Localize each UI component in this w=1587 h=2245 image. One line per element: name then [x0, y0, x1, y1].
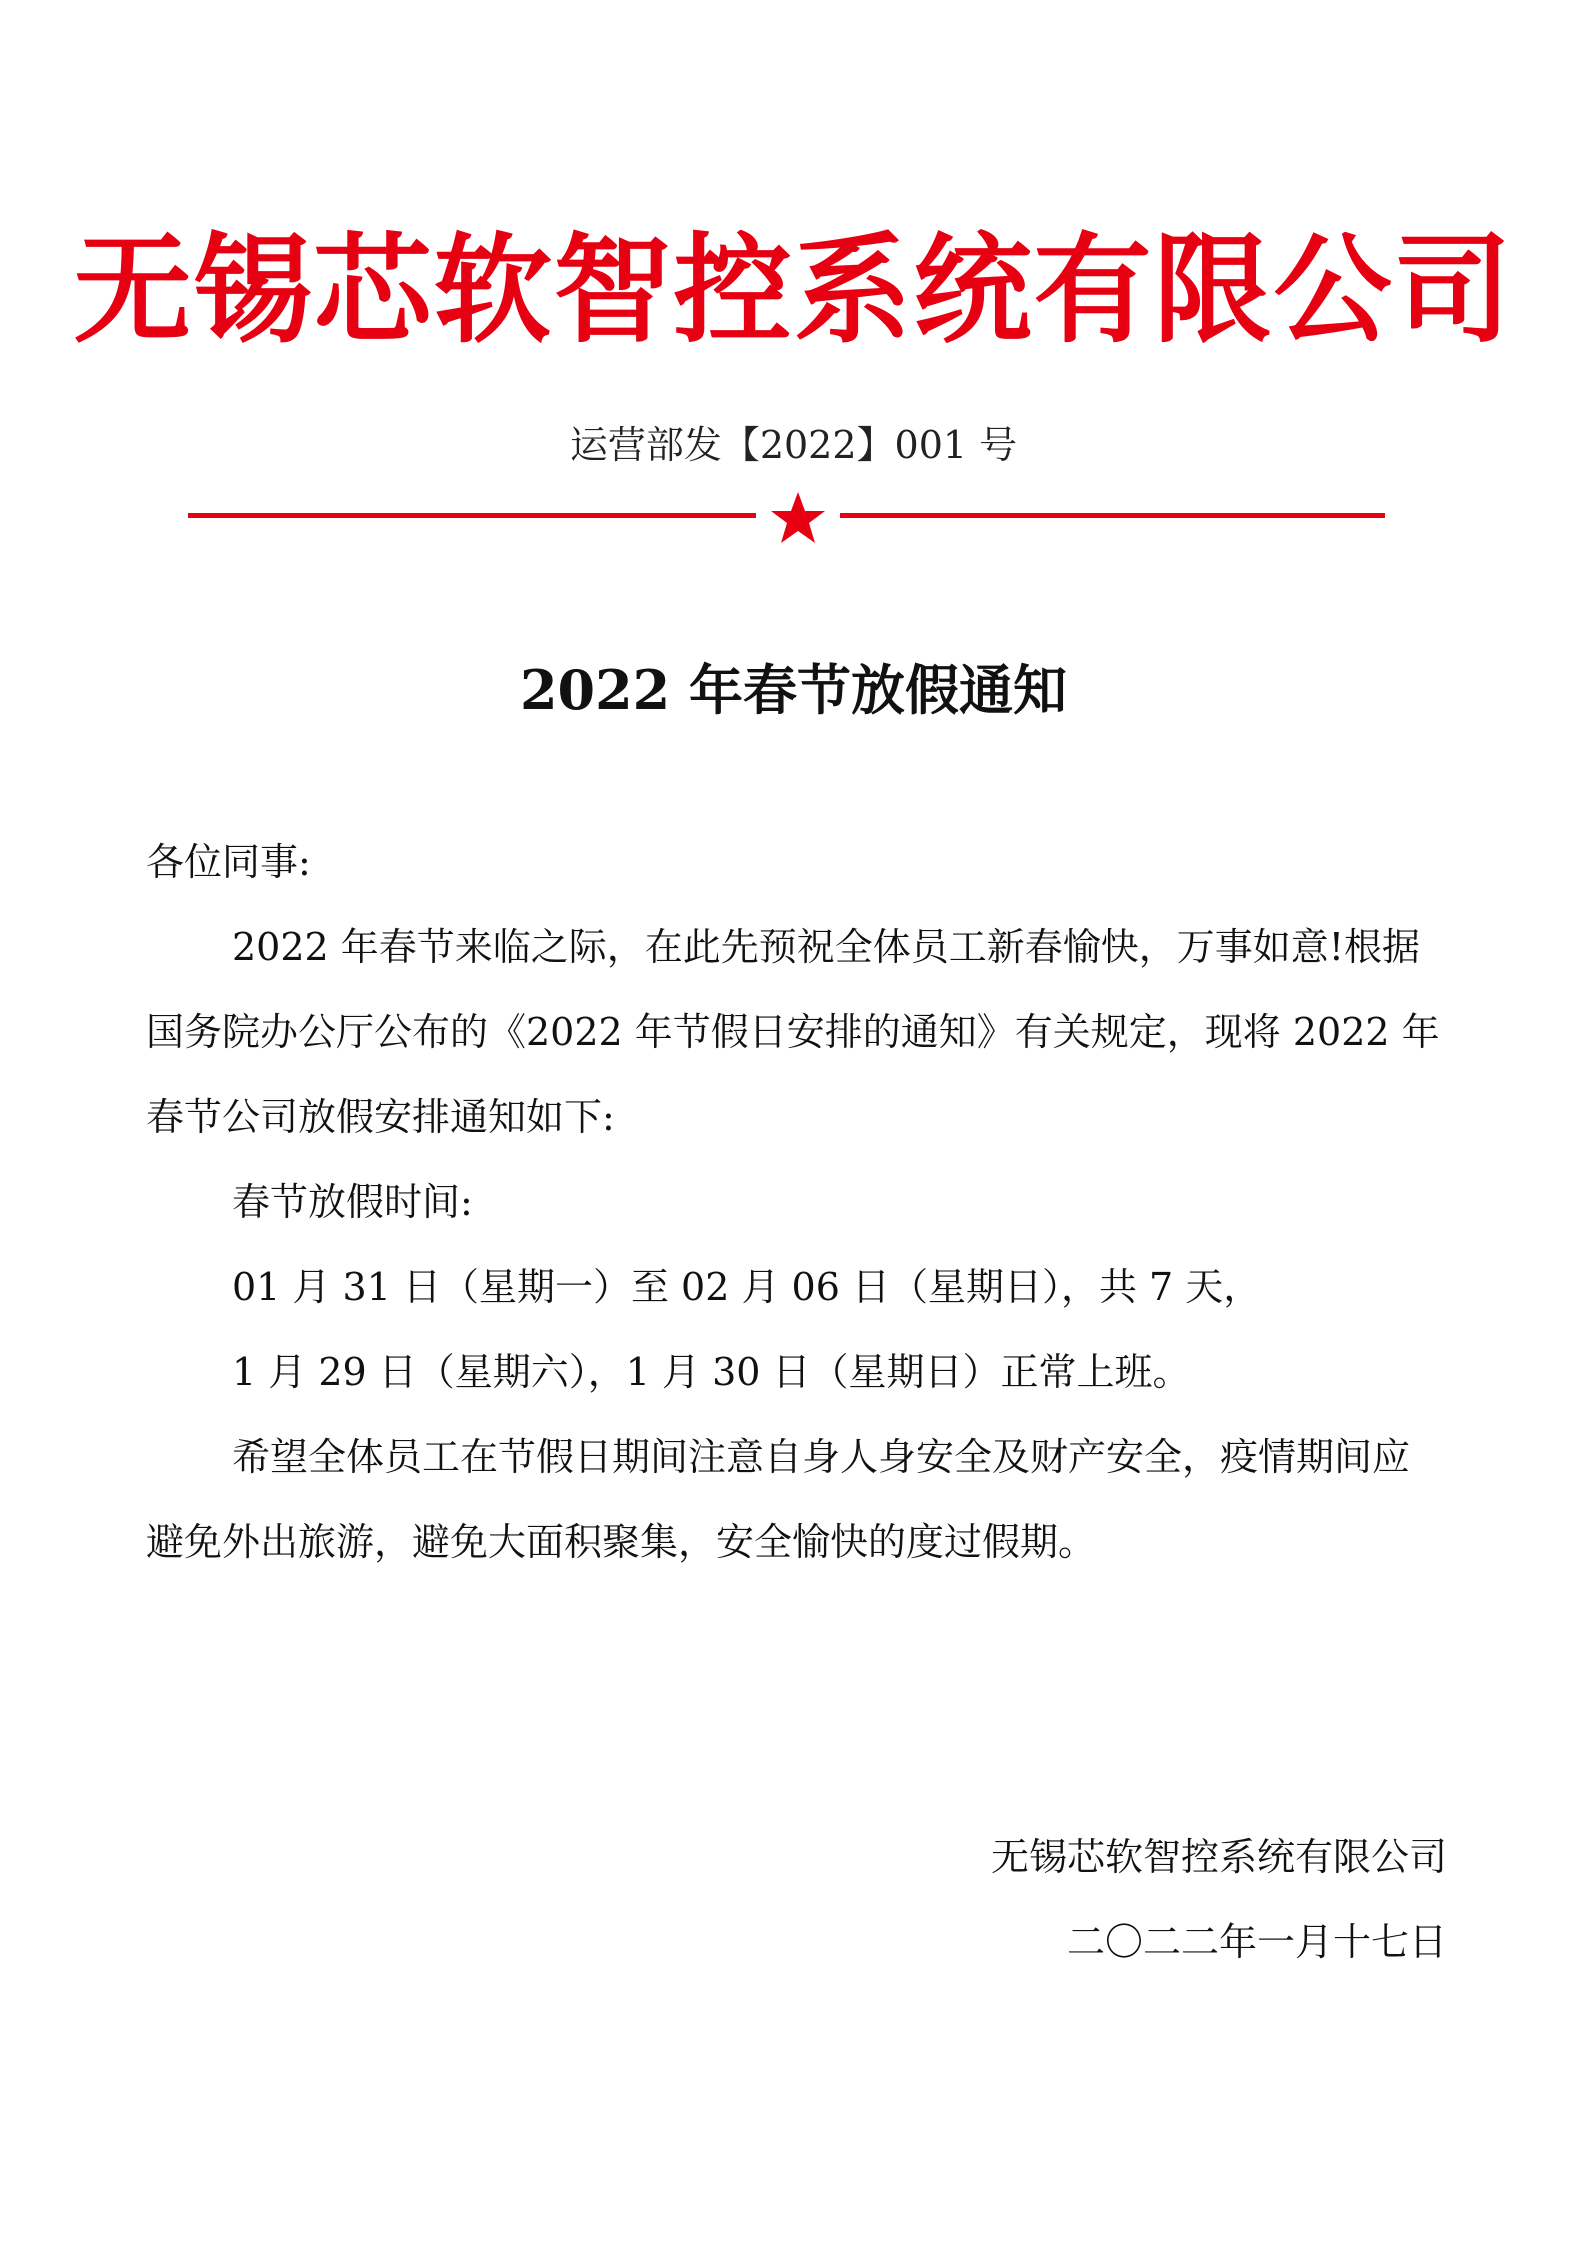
red-divider-left [188, 513, 756, 518]
organization-header: 无锡芯软智控系统有限公司 [73, 220, 1514, 359]
signature-block [991, 1815, 1447, 1985]
signature-company: 无锡芯软智控系统有限公司 [990, 1835, 1447, 1879]
red-divider-right [840, 513, 1385, 518]
intro-paragraph: 2022 年春节来临之际，在此先预祝全体员工新春愉快，万事如意!根据国务院办公厅公布的《2022 年节假日安排的通知》有关规定，现将 2022 年春节公司放假安排通知如下: [146, 925, 1440, 1139]
signature-date: 二〇二二年一月十七日 [1066, 1920, 1447, 1964]
safety-paragraph: 希望全体员工在节假日期间注意自身人身安全及财产安全，疫情期间应避免外出旅游，避免大面积聚集，安全愉快的度过假期。 [146, 1435, 1411, 1564]
salutation: 各位同事: [146, 840, 311, 884]
star-icon [768, 490, 828, 546]
holiday-period: 01 月 31 日（星期一）至 02 月 06 日（星期日），共 7 天， [232, 1265, 1262, 1309]
workdays-note: 1 月 29 日（星期六），1 月 30 日（星期日）正常上班。 [232, 1350, 1191, 1394]
holiday-label: 春节放假时间: [232, 1180, 473, 1224]
notice-body [146, 820, 1446, 1585]
document-number: 运营部发【2022】001 号 [569, 423, 1018, 467]
notice-title: 2022 年春节放假通知 [519, 658, 1068, 722]
